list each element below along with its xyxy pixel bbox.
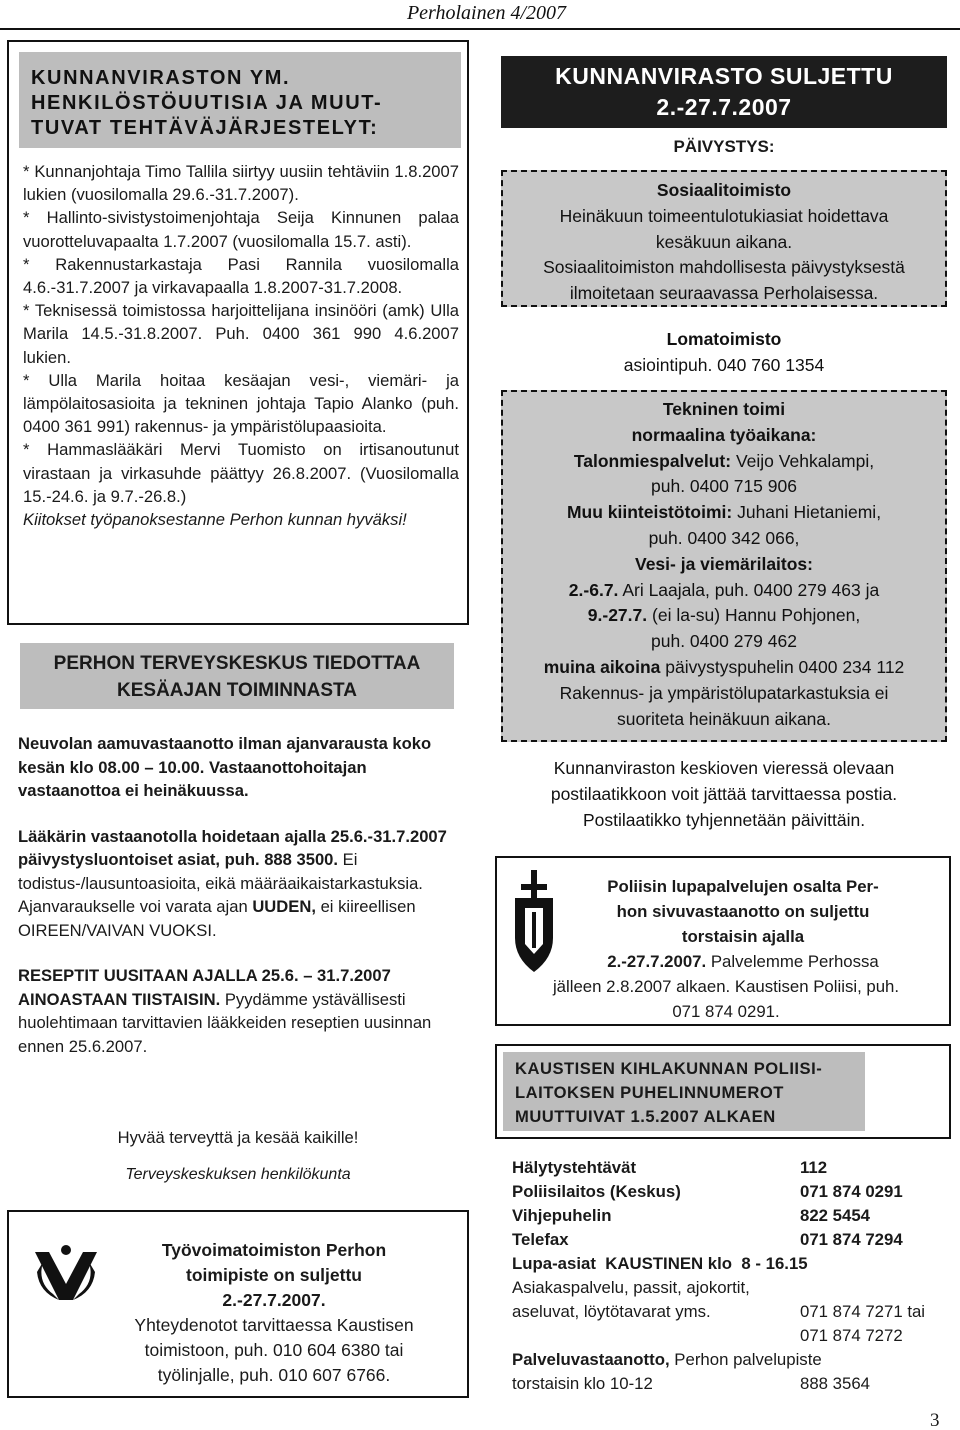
news-item: * Hallinto-sivistystoimenjohtaja Seija Kinnunen palaa vuorotteluvapaalta 1.7.2007 (vuosilomalla 15.7. asti). (23, 208, 459, 251)
publication-title: Perholainen 4/2007 (406, 2, 566, 24)
health-center-body (18, 732, 458, 1058)
customer-service-row: aseluvat, löytötavarat yms. 071 874 7271 tai (512, 1302, 926, 1321)
employment-office-box (7, 1210, 469, 1398)
health-greeting: Hyvää terveyttä ja kesää kaikille! (117, 1128, 359, 1147)
phone-row: Vihjepuhelin 822 5454 (512, 1206, 870, 1225)
doctor-info: Lääkärin vastaanotolla hoidetaan ajalla 25.6.-31.7.2007 päivystysluontoiset asiat, puh. 888 3500. Ei todistus-/lausuntoasioita, eikä määräaikaistarkastuksia. Ajanvaraukselle voi varata ajan UUDEN, ei kiireellisen OIREEN/VAIVAN VUOKSI. (18, 826, 447, 940)
social-office-text: Sosiaalitoimisto Heinäkuun toimeentulotukiasiat hoidettava kesäkuun aikana. Sosiaalitoimiston mahdollisesta päivystyksestä ilmoitetaan seuraavassa Perholaisessa. (543, 180, 905, 304)
health-signature: Terveyskeskuksen henkilökunta (125, 1166, 351, 1183)
customer-service-line: Asiakaspalvelu, passit, ajokortit, (512, 1278, 750, 1297)
police-notice-text: Poliisin lupapalvelujen osalta Per- hon sivuvastaanotto on suljettu torstaisin ajalla 2.-27.7.2007. Palvelemme Perhossa jälleen 2.8.2007 alkaen. Kaustisen Poliisi, puh. 071 874 0291. (552, 877, 900, 1021)
police-phone-list (512, 1156, 952, 1396)
staff-news-title: KUNNANVIRASTON YM. HENKILÖSTÖUUTISIA JA MUUT- TUVAT TEHTÄVÄJÄRJESTELYT: (19, 52, 461, 148)
police-numbers-box (495, 1044, 951, 1139)
news-item: * Kunnanjohtaja Timo Tallila siirtyy uusiin tehtäviin 1.8.2007 lukien (vuosilomalla 29.6.-31.7.2007). (23, 162, 459, 205)
phone-row: Poliisilaitos (Keskus) 071 874 0291 (512, 1182, 903, 1201)
news-item: * Teknisessä toimistossa harjoittelijana insinööri (amk) Ulla Marila 14.5.-31.8.2007. Puh. 0400 361 990 4.6.2007 lukien. (23, 301, 459, 367)
prescription-info: RESEPTIT UUSITAAN AJALLA 25.6. – 31.7.2007 AINOASTAAN TIISTAISIN. Pyydämme ystävällisesti huolehtimaan tarvittavien lääkkeiden reseptien uusinnan ennen 25.6.2007. (18, 966, 432, 1056)
staff-news-box (7, 40, 469, 625)
phone-row: Telefax 071 874 7294 (512, 1230, 903, 1249)
staff-news-body (23, 160, 459, 531)
customer-service-row-2: 071 874 7272 (800, 1326, 903, 1345)
police-numbers-title: KAUSTISEN KIHLAKUNNAN POLIISI- LAITOKSEN PUHELINNUMEROT MUUTTUIVAT 1.5.2007 ALKAEN (503, 1052, 865, 1131)
service-point-line: Palveluvastaanotto, Perhon palvelupiste (512, 1350, 822, 1369)
page-number: 3 (930, 1410, 940, 1430)
news-item: * Rakennustarkastaja Pasi Rannila vuosilomalla 4.6.-31.7.2007 ja virkavapaalla 1.8.2007-31.7.2008. (23, 254, 459, 298)
phone-row: Hälytystehtävät 112 (512, 1158, 828, 1177)
holiday-office-text: Lomatoimisto asiointipuh. 040 760 1354 (623, 329, 825, 375)
health-center-title: PERHON TERVEYSKESKUS TIEDOTTAA KESÄAJAN TOIMINNASTA (20, 643, 454, 709)
thanks-note: Kiitokset työpanoksestanne Perhon kunnan hyväksi! (23, 510, 407, 530)
town-office-closed-title: KUNNANVIRASTO SULJETTU 2.-27.7.2007 (501, 56, 947, 128)
on-call-heading: PÄIVYSTYS: (673, 137, 775, 156)
employment-office-text: Työvoimatoimiston Perhon toimipiste on suljettu 2.-27.7.2007. Yhteydenotot tarvittaessa Kaustisen toimistoon, puh. 010 604 6380 tai työlinjalle, puh. 010 607 6766. (134, 1240, 414, 1385)
police-notice-box (495, 856, 951, 1026)
news-item: * Hammaslääkäri Mervi Tuomisto on irtisanoutunut virastaan ja virkasuhde päättyy 26.8.2007. (Vuosilomalla 15.-24.6. ja 9.7.-26.8.) (23, 440, 459, 506)
mailbox-note: Kunnanviraston keskioven vieressä olevaan postilaatikkoon voit jättää tarvittaessa postia. Postilaatikko tyhjennetään päivittäin. (550, 758, 898, 830)
news-item: * Ulla Marila hoitaa kesäajan vesi-, viemäri- ja lämpölaitosasioita ja tekninen johtaja Tapio Alanko (puh. 0400 361 991) rakennus- ja ympäristölupaasioita. (23, 370, 459, 437)
page-header (0, 0, 960, 30)
service-point-row: torstaisin klo 10-12 888 3564 (512, 1374, 870, 1393)
clinic-hours: Neuvolan aamuvastaanotto ilman ajanvarausta koko kesän klo 08.00 – 10.00. Vastaanottohoitajan vastaanottoa ei heinäkuussa. (18, 734, 432, 800)
permit-hours: Lupa-asiat KAUSTINEN klo 8 - 16.15 (512, 1254, 808, 1273)
technical-office-text: Tekninen toimi normaalina työaikana: Talonmiespalvelut: Veijo Vehkalampi, puh. 0400 715 906 Muu kiinteistötoimi: Juhani Hietaniemi, puh. 0400 342 066, Vesi- ja viemärilaitos: 2.-6.7. Ari Laajala, puh. 0400 279 463 ja 9.-27.7. (ei la-su) Hannu Pohjonen, puh. 0400 279 462 muina aikoina päivystyspuhelin 0400 234 112 Rakennus- ja ympäristölupatarkastuksia ei suoriteta heinäkuun aikana. (543, 399, 905, 729)
header-rule (0, 28, 960, 30)
